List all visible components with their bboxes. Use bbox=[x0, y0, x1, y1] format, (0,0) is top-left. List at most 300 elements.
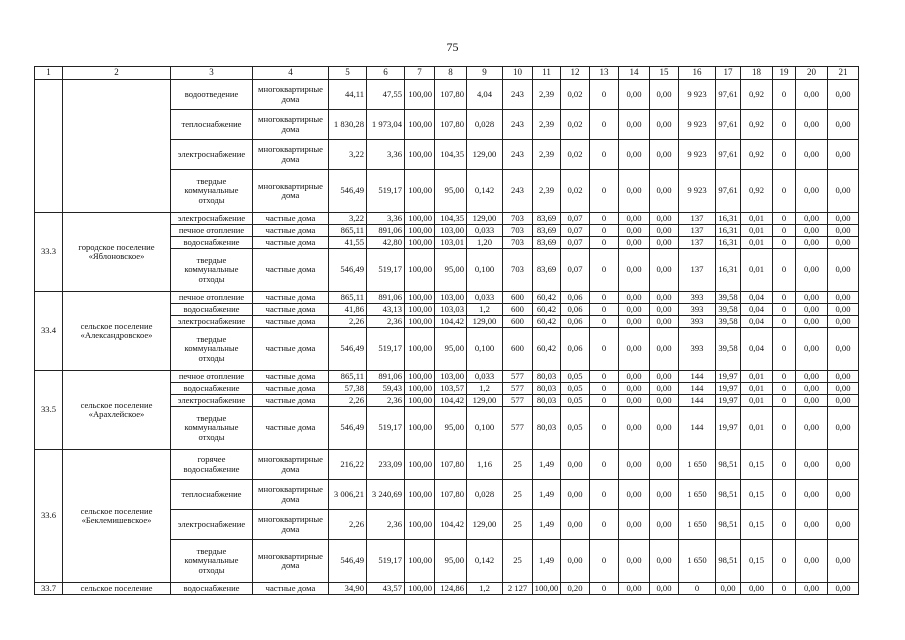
value-cell: 0,00 bbox=[619, 225, 650, 237]
value-cell: 519,17 bbox=[367, 249, 405, 292]
value-cell: 0,00 bbox=[796, 316, 828, 328]
value-cell: 519,17 bbox=[367, 170, 405, 213]
value-cell: 19,97 bbox=[716, 371, 741, 383]
value-cell: 0 bbox=[773, 316, 796, 328]
value-cell: 0,00 bbox=[828, 450, 859, 480]
column-number-10: 10 bbox=[503, 67, 533, 80]
settlement-name-cell: сельское поселение «Арахлейское» bbox=[63, 371, 171, 450]
column-number-12: 12 bbox=[561, 67, 590, 80]
value-cell: 2,36 bbox=[367, 316, 405, 328]
value-cell: 137 bbox=[679, 249, 716, 292]
value-cell: 0,02 bbox=[561, 110, 590, 140]
value-cell: 97,61 bbox=[716, 80, 741, 110]
value-cell: 0,00 bbox=[561, 540, 590, 583]
value-cell: 60,42 bbox=[533, 328, 561, 371]
value-cell: 39,58 bbox=[716, 304, 741, 316]
value-cell: 0 bbox=[590, 249, 619, 292]
service-cell: печное отопление bbox=[171, 371, 253, 383]
value-cell: 98,51 bbox=[716, 450, 741, 480]
value-cell: 0,00 bbox=[650, 510, 679, 540]
value-cell: 891,06 bbox=[367, 371, 405, 383]
value-cell: 0 bbox=[773, 237, 796, 249]
value-cell: 98,51 bbox=[716, 540, 741, 583]
value-cell: 97,61 bbox=[716, 140, 741, 170]
value-cell: 80,03 bbox=[533, 395, 561, 407]
value-cell: 0,00 bbox=[796, 170, 828, 213]
value-cell: 0,00 bbox=[828, 510, 859, 540]
value-cell: 100,00 bbox=[405, 316, 435, 328]
value-cell: 0,00 bbox=[716, 583, 741, 595]
value-cell: 1,49 bbox=[533, 450, 561, 480]
value-cell: 0,00 bbox=[796, 213, 828, 225]
value-cell: 0,00 bbox=[619, 304, 650, 316]
value-cell: 2,26 bbox=[329, 510, 367, 540]
value-cell: 100,00 bbox=[405, 450, 435, 480]
value-cell: 0,92 bbox=[741, 110, 773, 140]
value-cell: 0,92 bbox=[741, 80, 773, 110]
value-cell: 577 bbox=[503, 407, 533, 450]
value-cell: 0 bbox=[773, 140, 796, 170]
value-cell: 2,39 bbox=[533, 140, 561, 170]
table-row bbox=[35, 292, 859, 304]
value-cell: 0 bbox=[590, 292, 619, 304]
service-cell: твердые коммунальные отходы bbox=[171, 170, 253, 213]
service-cell: твердые коммунальные отходы bbox=[171, 407, 253, 450]
value-cell: 0 bbox=[590, 110, 619, 140]
column-number-4: 4 bbox=[253, 67, 329, 80]
value-cell: 25 bbox=[503, 480, 533, 510]
value-cell: 107,80 bbox=[435, 480, 467, 510]
value-cell: 0,01 bbox=[741, 395, 773, 407]
value-cell: 100,00 bbox=[405, 510, 435, 540]
column-number-5: 5 bbox=[329, 67, 367, 80]
column-number-1: 1 bbox=[35, 67, 63, 80]
value-cell: 0,100 bbox=[467, 407, 503, 450]
housing-type-cell: частные дома bbox=[253, 371, 329, 383]
value-cell: 0,00 bbox=[561, 510, 590, 540]
value-cell: 0 bbox=[773, 540, 796, 583]
column-number-9: 9 bbox=[467, 67, 503, 80]
value-cell: 1,49 bbox=[533, 510, 561, 540]
service-cell: теплоснабжение bbox=[171, 110, 253, 140]
value-cell: 0,00 bbox=[619, 170, 650, 213]
value-cell: 0,00 bbox=[650, 371, 679, 383]
value-cell: 0 bbox=[590, 316, 619, 328]
value-cell: 137 bbox=[679, 237, 716, 249]
value-cell: 0,04 bbox=[741, 316, 773, 328]
value-cell: 216,22 bbox=[329, 450, 367, 480]
value-cell: 144 bbox=[679, 395, 716, 407]
value-cell: 0,00 bbox=[619, 80, 650, 110]
value-cell: 703 bbox=[503, 249, 533, 292]
value-cell: 60,42 bbox=[533, 304, 561, 316]
row-number-cell: 33.7 bbox=[35, 583, 63, 595]
value-cell: 16,31 bbox=[716, 237, 741, 249]
value-cell: 100,00 bbox=[405, 140, 435, 170]
value-cell: 9 923 bbox=[679, 140, 716, 170]
settlement-name-cell: сельское поселение bbox=[63, 583, 171, 595]
value-cell: 100,00 bbox=[405, 213, 435, 225]
value-cell: 9 923 bbox=[679, 80, 716, 110]
value-cell: 97,61 bbox=[716, 170, 741, 213]
value-cell: 0,00 bbox=[828, 170, 859, 213]
value-cell: 0 bbox=[773, 304, 796, 316]
value-cell: 0,142 bbox=[467, 540, 503, 583]
value-cell: 0,06 bbox=[561, 292, 590, 304]
column-number-17: 17 bbox=[716, 67, 741, 80]
value-cell: 0,00 bbox=[561, 480, 590, 510]
value-cell: 0,00 bbox=[650, 480, 679, 510]
value-cell: 1,20 bbox=[467, 237, 503, 249]
value-cell: 519,17 bbox=[367, 328, 405, 371]
value-cell: 0,00 bbox=[828, 316, 859, 328]
value-cell: 3 240,69 bbox=[367, 480, 405, 510]
housing-type-cell: частные дома bbox=[253, 292, 329, 304]
value-cell: 0,00 bbox=[650, 450, 679, 480]
value-cell: 0,01 bbox=[741, 213, 773, 225]
value-cell: 0 bbox=[590, 80, 619, 110]
value-cell: 703 bbox=[503, 225, 533, 237]
value-cell: 104,42 bbox=[435, 395, 467, 407]
value-cell: 0 bbox=[679, 583, 716, 595]
value-cell: 100,00 bbox=[405, 383, 435, 395]
value-cell: 1,2 bbox=[467, 304, 503, 316]
value-cell: 0,00 bbox=[828, 237, 859, 249]
value-cell: 600 bbox=[503, 304, 533, 316]
value-cell: 0,100 bbox=[467, 328, 503, 371]
value-cell: 129,00 bbox=[467, 316, 503, 328]
value-cell: 129,00 bbox=[467, 140, 503, 170]
value-cell: 0,00 bbox=[619, 583, 650, 595]
value-cell: 0,00 bbox=[796, 110, 828, 140]
row-number-cell: 33.6 bbox=[35, 450, 63, 583]
value-cell: 100,00 bbox=[405, 540, 435, 583]
value-cell: 100,00 bbox=[405, 225, 435, 237]
housing-type-cell: частные дома bbox=[253, 237, 329, 249]
column-number-19: 19 bbox=[773, 67, 796, 80]
value-cell: 0 bbox=[773, 510, 796, 540]
value-cell: 0,01 bbox=[741, 407, 773, 450]
value-cell: 34,90 bbox=[329, 583, 367, 595]
value-cell: 0,00 bbox=[796, 383, 828, 395]
value-cell: 3,22 bbox=[329, 213, 367, 225]
value-cell: 104,42 bbox=[435, 510, 467, 540]
value-cell: 0,00 bbox=[650, 170, 679, 213]
value-cell: 137 bbox=[679, 225, 716, 237]
value-cell: 0,00 bbox=[619, 371, 650, 383]
value-cell: 1 973,04 bbox=[367, 110, 405, 140]
value-cell: 0,04 bbox=[741, 292, 773, 304]
column-number-15: 15 bbox=[650, 67, 679, 80]
value-cell: 0,00 bbox=[619, 480, 650, 510]
value-cell: 0,00 bbox=[619, 510, 650, 540]
value-cell: 0 bbox=[773, 292, 796, 304]
value-cell: 0,00 bbox=[828, 225, 859, 237]
column-number-16: 16 bbox=[679, 67, 716, 80]
value-cell: 0,00 bbox=[650, 395, 679, 407]
value-cell: 100,00 bbox=[405, 237, 435, 249]
value-cell: 0,00 bbox=[796, 292, 828, 304]
value-cell: 0,00 bbox=[650, 249, 679, 292]
value-cell: 144 bbox=[679, 383, 716, 395]
value-cell: 43,57 bbox=[367, 583, 405, 595]
value-cell: 95,00 bbox=[435, 249, 467, 292]
value-cell: 0 bbox=[590, 213, 619, 225]
housing-type-cell: частные дома bbox=[253, 249, 329, 292]
value-cell: 546,49 bbox=[329, 540, 367, 583]
service-cell: твердые коммунальные отходы bbox=[171, 540, 253, 583]
housing-type-cell: многоквартирные дома bbox=[253, 170, 329, 213]
value-cell: 0,00 bbox=[828, 407, 859, 450]
value-cell: 0,00 bbox=[796, 237, 828, 249]
value-cell: 103,00 bbox=[435, 292, 467, 304]
value-cell: 124,86 bbox=[435, 583, 467, 595]
value-cell: 0,00 bbox=[796, 540, 828, 583]
value-cell: 103,57 bbox=[435, 383, 467, 395]
value-cell: 95,00 bbox=[435, 328, 467, 371]
value-cell: 100,00 bbox=[405, 407, 435, 450]
value-cell: 600 bbox=[503, 292, 533, 304]
value-cell: 0 bbox=[590, 328, 619, 371]
value-cell: 0,028 bbox=[467, 110, 503, 140]
value-cell: 0,00 bbox=[741, 583, 773, 595]
value-cell: 0,00 bbox=[619, 383, 650, 395]
table-row bbox=[35, 583, 859, 595]
value-cell: 16,31 bbox=[716, 225, 741, 237]
housing-type-cell: частные дома bbox=[253, 316, 329, 328]
column-number-21: 21 bbox=[828, 67, 859, 80]
settlement-name-cell: городское поселение «Яблоновское» bbox=[63, 213, 171, 292]
value-cell: 0 bbox=[773, 249, 796, 292]
value-cell: 0,00 bbox=[619, 407, 650, 450]
value-cell: 0 bbox=[773, 480, 796, 510]
value-cell: 393 bbox=[679, 304, 716, 316]
value-cell: 42,80 bbox=[367, 237, 405, 249]
value-cell: 39,58 bbox=[716, 328, 741, 371]
value-cell: 1,49 bbox=[533, 540, 561, 583]
value-cell: 9 923 bbox=[679, 110, 716, 140]
value-cell: 0,01 bbox=[741, 237, 773, 249]
table-row bbox=[35, 80, 859, 110]
value-cell: 3 006,21 bbox=[329, 480, 367, 510]
value-cell: 0,00 bbox=[650, 407, 679, 450]
service-cell: твердые коммунальные отходы bbox=[171, 249, 253, 292]
value-cell: 103,00 bbox=[435, 225, 467, 237]
value-cell: 1,49 bbox=[533, 480, 561, 510]
value-cell: 129,00 bbox=[467, 213, 503, 225]
value-cell: 19,97 bbox=[716, 383, 741, 395]
value-cell: 0 bbox=[590, 480, 619, 510]
service-cell: печное отопление bbox=[171, 292, 253, 304]
value-cell: 104,35 bbox=[435, 213, 467, 225]
value-cell: 95,00 bbox=[435, 540, 467, 583]
value-cell: 0,00 bbox=[650, 316, 679, 328]
column-number-2: 2 bbox=[63, 67, 171, 80]
value-cell: 0,01 bbox=[741, 225, 773, 237]
value-cell: 44,11 bbox=[329, 80, 367, 110]
value-cell: 0,00 bbox=[828, 583, 859, 595]
value-cell: 0,00 bbox=[650, 383, 679, 395]
housing-type-cell: частные дома bbox=[253, 304, 329, 316]
value-cell: 137 bbox=[679, 213, 716, 225]
value-cell: 100,00 bbox=[405, 371, 435, 383]
value-cell: 0,00 bbox=[828, 371, 859, 383]
value-cell: 0,00 bbox=[828, 249, 859, 292]
value-cell: 546,49 bbox=[329, 249, 367, 292]
value-cell: 0 bbox=[773, 213, 796, 225]
value-cell: 4,04 bbox=[467, 80, 503, 110]
value-cell: 0,00 bbox=[828, 383, 859, 395]
value-cell: 104,42 bbox=[435, 316, 467, 328]
value-cell: 0,00 bbox=[828, 140, 859, 170]
value-cell: 0,15 bbox=[741, 480, 773, 510]
value-cell: 703 bbox=[503, 237, 533, 249]
value-cell: 107,80 bbox=[435, 80, 467, 110]
value-cell: 865,11 bbox=[329, 371, 367, 383]
value-cell: 80,03 bbox=[533, 383, 561, 395]
housing-type-cell: многоквартирные дома bbox=[253, 540, 329, 583]
value-cell: 100,00 bbox=[405, 170, 435, 213]
value-cell: 144 bbox=[679, 371, 716, 383]
value-cell: 3,36 bbox=[367, 213, 405, 225]
value-cell: 0,01 bbox=[741, 249, 773, 292]
column-number-11: 11 bbox=[533, 67, 561, 80]
value-cell: 0,00 bbox=[796, 510, 828, 540]
value-cell: 243 bbox=[503, 170, 533, 213]
settlement-name-cell: сельское поселение «Александровское» bbox=[63, 292, 171, 371]
value-cell: 0 bbox=[590, 540, 619, 583]
value-cell: 0 bbox=[590, 407, 619, 450]
value-cell: 0 bbox=[773, 328, 796, 371]
value-cell: 47,55 bbox=[367, 80, 405, 110]
value-cell: 1 650 bbox=[679, 540, 716, 583]
value-cell: 1,2 bbox=[467, 583, 503, 595]
value-cell: 0 bbox=[590, 304, 619, 316]
value-cell: 1 650 bbox=[679, 450, 716, 480]
value-cell: 393 bbox=[679, 316, 716, 328]
service-cell: водоснабжение bbox=[171, 304, 253, 316]
tariff-table bbox=[34, 66, 859, 595]
value-cell: 9 923 bbox=[679, 170, 716, 213]
value-cell: 577 bbox=[503, 371, 533, 383]
value-cell: 0,00 bbox=[828, 304, 859, 316]
value-cell: 0 bbox=[590, 450, 619, 480]
housing-type-cell: частные дома bbox=[253, 328, 329, 371]
service-cell: электроснабжение bbox=[171, 510, 253, 540]
housing-type-cell: частные дома bbox=[253, 407, 329, 450]
value-cell: 0,00 bbox=[796, 140, 828, 170]
value-cell: 2 127 bbox=[503, 583, 533, 595]
value-cell: 41,86 bbox=[329, 304, 367, 316]
value-cell: 83,69 bbox=[533, 249, 561, 292]
value-cell: 0,00 bbox=[619, 292, 650, 304]
service-cell: электроснабжение bbox=[171, 140, 253, 170]
value-cell: 0,00 bbox=[796, 80, 828, 110]
value-cell: 0,00 bbox=[650, 540, 679, 583]
column-number-13: 13 bbox=[590, 67, 619, 80]
value-cell: 0,00 bbox=[828, 213, 859, 225]
value-cell: 0,00 bbox=[828, 395, 859, 407]
value-cell: 393 bbox=[679, 292, 716, 304]
value-cell: 100,00 bbox=[405, 395, 435, 407]
value-cell: 0,00 bbox=[650, 213, 679, 225]
value-cell: 25 bbox=[503, 510, 533, 540]
value-cell: 546,49 bbox=[329, 407, 367, 450]
value-cell: 129,00 bbox=[467, 510, 503, 540]
value-cell: 0,00 bbox=[650, 110, 679, 140]
value-cell: 59,43 bbox=[367, 383, 405, 395]
value-cell: 0,00 bbox=[796, 304, 828, 316]
value-cell: 16,31 bbox=[716, 249, 741, 292]
service-cell: электроснабжение bbox=[171, 395, 253, 407]
value-cell: 577 bbox=[503, 395, 533, 407]
service-cell: водоснабжение bbox=[171, 237, 253, 249]
value-cell: 100,00 bbox=[405, 80, 435, 110]
value-cell: 0,00 bbox=[828, 80, 859, 110]
value-cell: 83,69 bbox=[533, 225, 561, 237]
value-cell: 0,00 bbox=[650, 237, 679, 249]
value-cell: 103,03 bbox=[435, 304, 467, 316]
value-cell: 100,00 bbox=[405, 292, 435, 304]
value-cell: 0,00 bbox=[650, 292, 679, 304]
value-cell: 0 bbox=[773, 407, 796, 450]
value-cell: 0,00 bbox=[619, 237, 650, 249]
value-cell: 0 bbox=[590, 140, 619, 170]
value-cell: 0,15 bbox=[741, 540, 773, 583]
value-cell: 2,39 bbox=[533, 170, 561, 213]
value-cell: 0,15 bbox=[741, 510, 773, 540]
value-cell: 0,02 bbox=[561, 80, 590, 110]
value-cell: 0,05 bbox=[561, 371, 590, 383]
value-cell: 546,49 bbox=[329, 328, 367, 371]
value-cell: 0,00 bbox=[650, 304, 679, 316]
value-cell: 43,13 bbox=[367, 304, 405, 316]
value-cell: 0,00 bbox=[619, 450, 650, 480]
value-cell: 100,00 bbox=[533, 583, 561, 595]
value-cell: 0,06 bbox=[561, 316, 590, 328]
value-cell: 0 bbox=[590, 237, 619, 249]
service-cell: водоотведение bbox=[171, 80, 253, 110]
value-cell: 80,03 bbox=[533, 371, 561, 383]
value-cell: 0 bbox=[590, 170, 619, 213]
value-cell: 0,92 bbox=[741, 140, 773, 170]
value-cell: 57,38 bbox=[329, 383, 367, 395]
column-number-6: 6 bbox=[367, 67, 405, 80]
column-number-20: 20 bbox=[796, 67, 828, 80]
value-cell: 0 bbox=[590, 371, 619, 383]
housing-type-cell: частные дома bbox=[253, 213, 329, 225]
column-number-row bbox=[35, 67, 859, 80]
value-cell: 0,00 bbox=[619, 540, 650, 583]
value-cell: 0,00 bbox=[828, 110, 859, 140]
value-cell: 0,00 bbox=[650, 225, 679, 237]
value-cell: 100,00 bbox=[405, 328, 435, 371]
value-cell: 0 bbox=[773, 583, 796, 595]
value-cell: 95,00 bbox=[435, 170, 467, 213]
value-cell: 519,17 bbox=[367, 407, 405, 450]
value-cell: 243 bbox=[503, 80, 533, 110]
value-cell: 0 bbox=[773, 170, 796, 213]
value-cell: 98,51 bbox=[716, 480, 741, 510]
value-cell: 0,20 bbox=[561, 583, 590, 595]
value-cell: 0,028 bbox=[467, 480, 503, 510]
value-cell: 0,05 bbox=[561, 383, 590, 395]
column-number-14: 14 bbox=[619, 67, 650, 80]
value-cell: 0,04 bbox=[741, 328, 773, 371]
value-cell: 0,033 bbox=[467, 371, 503, 383]
value-cell: 100,00 bbox=[405, 480, 435, 510]
value-cell: 95,00 bbox=[435, 407, 467, 450]
